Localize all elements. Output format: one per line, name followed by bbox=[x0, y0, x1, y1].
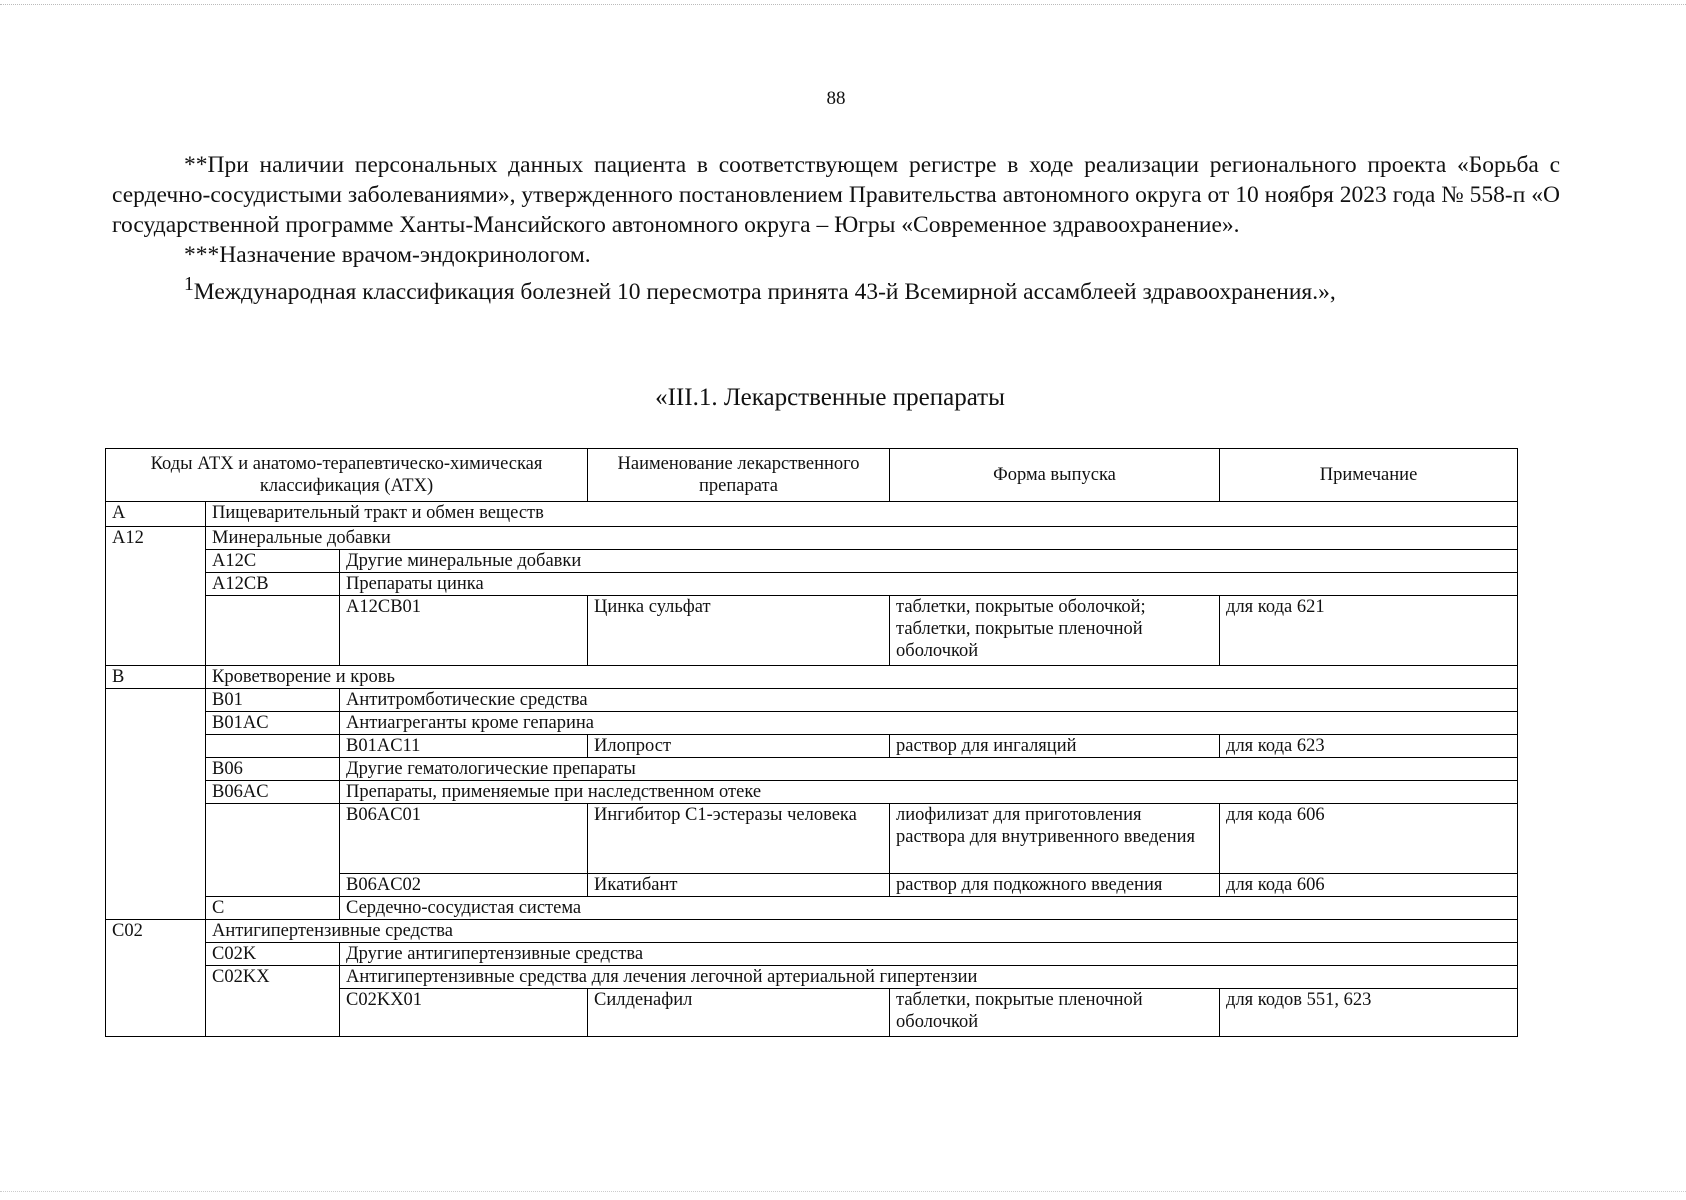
footnote-endocrinologist: ***Назначение врачом-эндокринологом. bbox=[184, 242, 591, 268]
table-row bbox=[106, 781, 1518, 804]
atx-subgroup-name: Антигипертензивные средства bbox=[206, 920, 1518, 943]
atx-group-code: C bbox=[206, 897, 340, 920]
atx-class-code: A12C bbox=[206, 550, 340, 573]
atx-class-name: Другие минеральные добавки bbox=[340, 550, 1518, 573]
empty-cell bbox=[206, 596, 340, 666]
atx-subgroup-code: C02 bbox=[106, 920, 206, 1037]
atx-class-code: B01AC bbox=[206, 712, 340, 735]
atx-medicines-table bbox=[105, 448, 1518, 1037]
drug-note: для кодов 551, 623 bbox=[1220, 989, 1518, 1037]
table-row bbox=[106, 758, 1518, 781]
header-drug-name: Наименование лекарственного препарата bbox=[588, 449, 890, 502]
atx-group-code: B bbox=[106, 666, 206, 689]
drug-code: B01AC11 bbox=[340, 735, 588, 758]
drug-code: B06AC02 bbox=[340, 874, 588, 897]
drug-name: Цинка сульфат bbox=[588, 596, 890, 666]
atx-group-name: Кроветворение и кровь bbox=[206, 666, 1518, 689]
scan-top-edge bbox=[0, 0, 1686, 5]
atx-class-code: A12CB bbox=[206, 573, 340, 596]
drug-code: A12CB01 bbox=[340, 596, 588, 666]
table-row bbox=[106, 502, 1518, 527]
drug-name: Илопрост bbox=[588, 735, 890, 758]
atx-class-code: B06AC bbox=[206, 781, 340, 804]
atx-class-code: C02K bbox=[206, 943, 340, 966]
table-row bbox=[106, 573, 1518, 596]
atx-class-name: Другие антигипертензивные средства bbox=[340, 943, 1518, 966]
table-row bbox=[106, 596, 1518, 666]
drug-form: таблетки, покрытые пленочной оболочкой bbox=[890, 989, 1220, 1037]
empty-cell bbox=[206, 804, 340, 897]
atx-group-name: Сердечно-сосудистая система bbox=[340, 897, 1518, 920]
atx-class-name: Антиагреганты кроме гепарина bbox=[340, 712, 1518, 735]
table-row bbox=[106, 943, 1518, 966]
table-row bbox=[106, 897, 1518, 920]
table-row bbox=[106, 735, 1518, 758]
table-row bbox=[106, 712, 1518, 735]
atx-class-name: Препараты, применяемые при наследственном отеке bbox=[340, 781, 1518, 804]
atx-group-name: Пищеварительный тракт и обмен веществ bbox=[206, 502, 1518, 527]
page-number: 88 bbox=[826, 88, 846, 109]
footnote-marker: 1 bbox=[184, 274, 194, 295]
atx-class-code: C02KX bbox=[206, 966, 340, 1037]
header-note: Примечание bbox=[1220, 449, 1518, 502]
table-row bbox=[106, 550, 1518, 573]
atx-group-code: A bbox=[106, 502, 206, 527]
drug-code: C02KX01 bbox=[340, 989, 588, 1037]
table-row bbox=[106, 527, 1518, 550]
atx-class-name: Антитромботические средства bbox=[340, 689, 1518, 712]
drug-code: B06AC01 bbox=[340, 804, 588, 874]
atx-class-code: B06 bbox=[206, 758, 340, 781]
section-title: «III.1. Лекарственные препараты bbox=[655, 384, 1005, 411]
footnote-icd bbox=[112, 270, 1560, 307]
atx-class-code: B01 bbox=[206, 689, 340, 712]
drug-form: раствор для подкожного введения bbox=[890, 874, 1220, 897]
table-header-row bbox=[106, 449, 1518, 502]
drug-name: Ингибитор C1-эстеразы человека bbox=[588, 804, 890, 874]
table-row bbox=[106, 966, 1518, 989]
drug-form: лиофилизат для приготовления раствора для внутривенного введения bbox=[890, 804, 1220, 874]
drug-note: для кода 623 bbox=[1220, 735, 1518, 758]
drug-note: для кода 621 bbox=[1220, 596, 1518, 666]
atx-class-name: Другие гематологические препараты bbox=[340, 758, 1518, 781]
empty-cell bbox=[106, 689, 206, 920]
atx-subgroup-name: Минеральные добавки bbox=[206, 527, 1518, 550]
table-row bbox=[106, 689, 1518, 712]
table-row bbox=[106, 920, 1518, 943]
drug-note: для кода 606 bbox=[1220, 874, 1518, 897]
empty-cell bbox=[206, 735, 340, 758]
drug-name: Силденафил bbox=[588, 989, 890, 1037]
table-row bbox=[106, 804, 1518, 874]
drug-form: раствор для ингаляций bbox=[890, 735, 1220, 758]
header-release-form: Форма выпуска bbox=[890, 449, 1220, 502]
scan-bottom-edge bbox=[0, 1191, 1686, 1198]
footnote-icd-text: Международная классификация болезней 10 пересмотра принята 43-й Всемирной ассамблеей здравоохранения.», bbox=[193, 278, 1336, 305]
drug-name: Икатибант bbox=[588, 874, 890, 897]
atx-class-name: Антигипертензивные средства для лечения легочной артериальной гипертензии bbox=[340, 966, 1518, 989]
header-atx-codes: Коды АТХ и анатомо-терапевтическо-химическая классификация (АТХ) bbox=[106, 449, 588, 502]
drug-form: таблетки, покрытые оболочкой; таблетки, покрытые пленочной оболочкой bbox=[890, 596, 1220, 666]
footnote-registry: **При наличии персональных данных пациента в соответствующем регистре в ходе реализации регионального проекта «Борьба с сердечно-сосудистыми заболеваниями», утвержденного постановлением Правительства автономного округа от 10 ноября 2023 года № 558-п «О государственной программе Ханты-Мансийского автономного округа – Югры «Современное здравоохранение». bbox=[112, 152, 1560, 238]
atx-class-name: Препараты цинка bbox=[340, 573, 1518, 596]
table-row bbox=[106, 666, 1518, 689]
footnotes bbox=[112, 150, 1560, 307]
atx-subgroup-code: A12 bbox=[106, 527, 206, 666]
drug-note: для кода 606 bbox=[1220, 804, 1518, 874]
